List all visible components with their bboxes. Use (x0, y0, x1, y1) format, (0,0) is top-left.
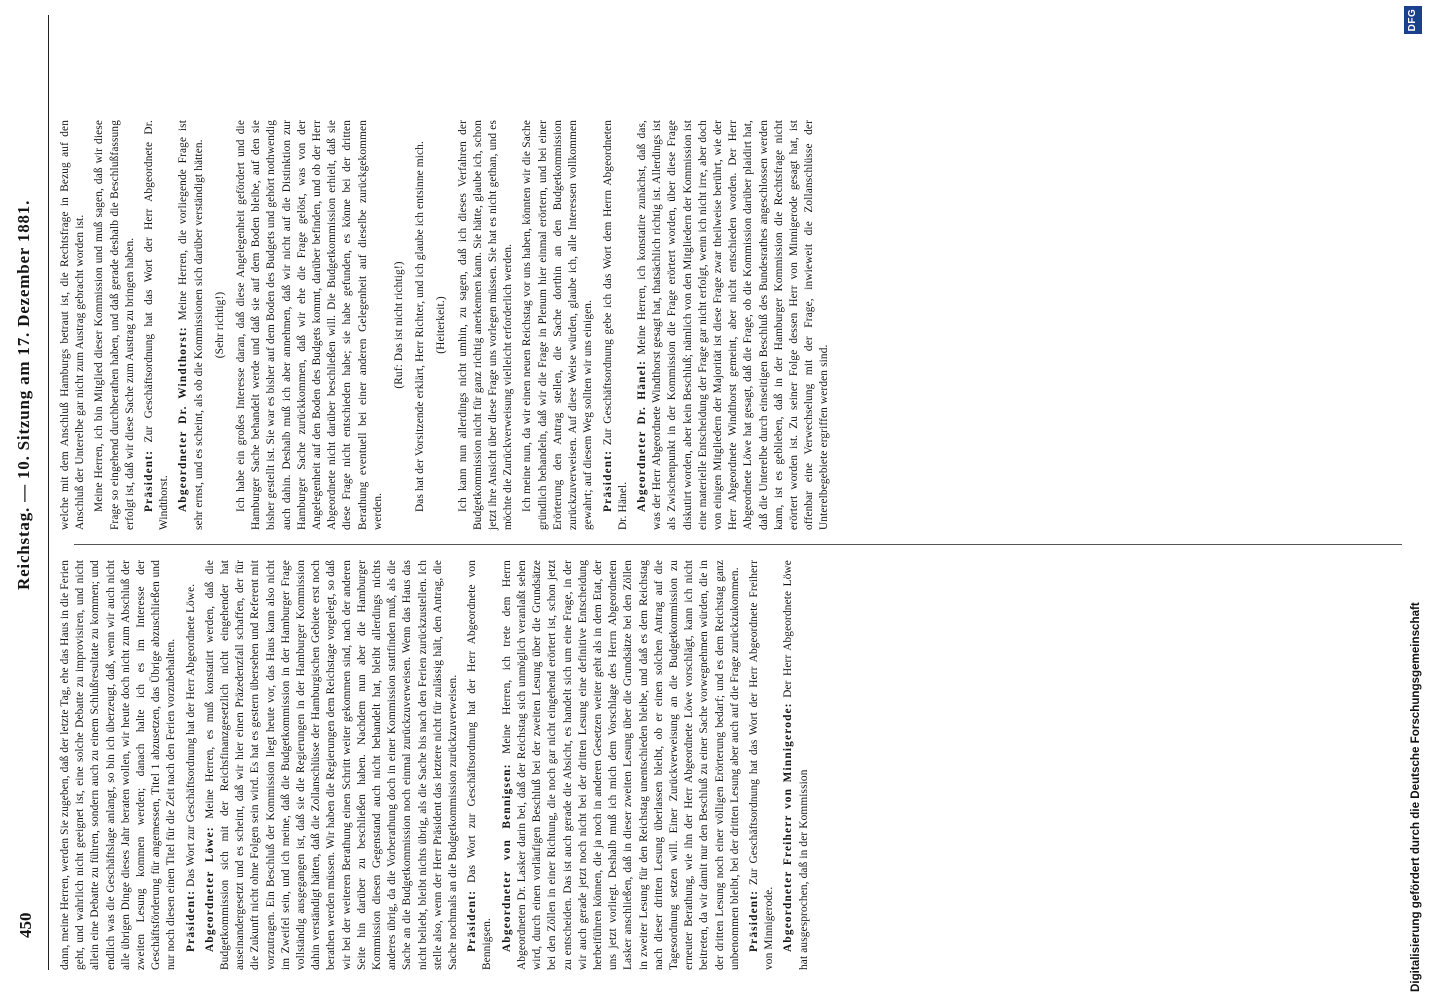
paragraph-text: Das hat der Vorsitzende erklärt, Herr Richter, und ich glaube ich entsinne mich. (414, 141, 427, 512)
paragraph (92, 120, 138, 530)
speaker-name: Präsident: (747, 889, 760, 952)
paragraph-text: Das Wort zur Geschäftsordnung hat der Herr Abgeordnete von Bennigsen. (466, 560, 494, 970)
right-column (58, 120, 837, 530)
paragraph (601, 120, 631, 530)
page-number: 450 (16, 912, 35, 938)
paragraph (413, 120, 428, 530)
speaker-name: Präsident: (601, 449, 614, 512)
speaker-name: Abgeordneter Dr. Hänel: (635, 359, 648, 512)
paragraph (520, 120, 596, 530)
paragraph-text: Meine Herren, ich bin Mitglied dieser Kommission und muß sagen, daß wir diese Frage so eingehend durchberathen haben, und daß gerade deshalb die Beschlußfassung erfolgt ist, daß wir diese Sache zum Austrag zu bringen haben. (93, 120, 136, 530)
paragraph-text: Zur Geschäftsordnung hat das Wort der Herr Abgeordnete Freiherr von Minnigerode. (747, 560, 776, 970)
paragraph-text: dann, meine Herren, werden Sie zugeben, daß der letzte Tag, ehe das Haus in die Ferien geht, und wahrlich nicht geeignet ist, eine solche Debatte zu improvisiren, und nicht allein eine Debatte zu führen, sondern auch zu einem Schlußresultate zu kommen; und endlich was die Geschäftslage anlangt, so bin ich überzeugt, daß, wenn wir auch nicht alle übrigen Dinge dieses Jahr beraten wollen, wir heute doch nicht zum Abschluß der zweiten Lesung kommen werden; danach halte ich es im Interesse der Geschäftsförderung für angemessen, Titel 1 abzusetzen, das Übrige abzuschließen und nur noch diesen einen Titel für die Zeit nach den Ferien vorzubehalten. (59, 560, 178, 970)
speaker-name: Präsident: (184, 889, 197, 952)
paragraph-text: Das Wort zur Geschäftsordnung hat der Herr Abgeordnete Löwe. (184, 583, 197, 890)
paragraph-text: Der Herr Abgeordnete Löwe hat ausgesprochen, daß in der Kommission (782, 560, 810, 970)
digitization-credit: Digitalisierung gefördert durch die Deutsche Forschungsgemeinschaft (1409, 602, 1422, 992)
speaker-name: Präsident: (466, 889, 479, 952)
paragraph (500, 560, 743, 970)
interjection (434, 120, 449, 530)
paragraph (176, 120, 206, 530)
paragraph-text: Meine Herren, ich konstatire zunächst, daß das, was der Herr Abgeordnete Windthorst gesagt hat, thatsächlich richtig ist. Allerdings ist als Zwischenpunkt in der Kommission die Frage erörtert worden, über diese Frage diskutirt worden, aber kein Beschluß; nämlich von den Mitgliedern der Kommission ist eine materielle Entscheidung der Frage gar nicht erfolgt, wenn ich nicht irre, aber doch von einigen Mitgliedern der Majorität ist diese Frage zwar theilweise berührt, wie der Herr Abgeordnete Windthorst gemeint, aber nicht entschieden worden. Der Herr Abgeordnete Löwe hat gesagt, daß die Frage, ob die Kommission darüber plaidirt hat, daß die Unterelbe durch einseitigen Beschluß des Bundesrathes angeschlossen werden kann, ist es geblieben, daß in der Hamburger Kommission die Rechtsfrage nicht erörtert worden ist. Zu seiner Folge dessen Herr von Minnigerode gesagt hat, ist offenbar eine Verwechselung mit der Frage, inwieweit die Zollanschlüsse der Unterelbegebiete ergriffen werden sind. (635, 119, 831, 530)
dfg-logo: DFG (1404, 6, 1422, 34)
paragraph-text: Ich kann nun allerdings nicht umhin, zu sagen, daß ich dieses Verfahren der Budgetkommission nicht für ganz richtig anerkennen kann. Sie hätte, glaube ich, schon jetzt ihre Ansicht über diese Frage uns vorlegen müssen. Sie hat es nicht gethan, und es möchte die Zurückverweisung vielleicht erforderlich werden. (456, 120, 515, 530)
paragraph (747, 560, 777, 970)
paragraph-text: (Heiterkeit.) (435, 296, 448, 354)
paragraph-text: Ich meine nun, da wir einen neuen Reichstag vor uns haben, könnten wir die Sache gründlich behandeln, daß wir die Frage in Plenum hier einmal erörtern, und bei einer Erörterung den Antrag stellen, die Sache dorthin an den Budgetkommission zurückzuverweisen. Auf diese Weise würden, glaube ich, alle Interessen vollkommen gewahrt; auf diesem Weg sollten wir uns einigen. (521, 120, 595, 530)
paragraph (58, 120, 88, 530)
page-header (10, 15, 49, 970)
paragraph-text: Ich habe ein großes Interesse daran, daß diese Angelegenheit gefördert und die Hamburger Sache behandelt werde und daß sie auf dem Boden bleibe, auf den sie bisher gestellt ist. Sie war es bisher auf dem Boden des Budgets und gehört nothwendig auch dahin. Deshalb muß ich aber annehmen, daß wir nicht auf die Distinktion zur Hamburger Sache zurückkommen, daß wir ehe die Frage gelöst, was von der Angelegenheit auf den Boden des Budgets kommt, darüber befinden, und ob der Herr Abgeordnete nicht darüber beschließen will. Die Budgetkommission erhielt, daß sie diese Frage nicht entschieden habe; sie habe gefunden, es könne bei der dritten Berathung eventuell bei einer anderen Gelegenheit auf dieselbe zurückgekommen werden. (235, 120, 384, 530)
interjection (213, 120, 228, 530)
paragraph (635, 120, 833, 530)
paragraph (781, 560, 811, 970)
paragraph-text: (Sehr richtig!) (213, 291, 226, 359)
speaker-name: Abgeordneter von Bennigsen: (500, 763, 513, 952)
paragraph (234, 120, 386, 530)
paragraph (203, 560, 461, 970)
paragraph-text: Meine Herren, es muß konstatirt werden, daß die Budgetkommission sich mit der Reichsfinanzgesetzlich nicht eingehender hat auseinandergesetzt und es scheint, daß wir hier einen Präzedenzfall schaffen, der für die Zukunft nicht ohne Folgen sein wird. Es hat es gestern übersehen und Referent mit vorzutragen. Ein Beschluß der Kommission liegt heute vor, das Haus kann also nicht im Zweifel sein, und ich meine, daß die Budgetkommission in der Hamburger Frage vollständig ausgegangen ist, daß sie die Regierungen in der Hamburger Kommission dahin verständigt hätten, daß die Zollanschlüsse der Hamburgischen Gebiete erst noch berathen werden müssen. Wir haben die Regierungen dem Reichstage vorgelegt, so daß wir bei der weiteren Berathung einen Schritt weiter gekommen sind, nach der anderen Seite hin darüber zu beschließen haben. Nachdem nun aber die Hamburger Kommission diesen Gegenstand auch nicht behandelt hat, bleibt allerdings nichts anderes übrig, da die Vorberathung doch in einer Kommission stattfinden muß, als die Sache an die Budgetkommission noch einmal zurückzuverweisen. Wenn das Haus das nicht beliebt, bleibt nichts übrig, als die Sache bis nach den Ferien zurückzustellen. Ich stelle also, wenn der Herr Präsident das letztere nicht für zulässig hält, den Antrag, die Sache nochmals an die Budgetkommission zurückzuverweisen. (203, 560, 460, 970)
speaker-name: Abgeordneter Löwe: (203, 826, 216, 952)
running-head: Reichstag. — 10. Sitzung am 17. Dezember 1881. (14, 199, 33, 590)
paragraph-text: Meine Herren, ich trete dem Herrn Abgeordneten Dr. Lasker darin bei, daß der Reichstag sich unmöglich veranlaßt sehen wird, durch einen vorläufigen Beschluß bei der zweiten Lesung über die Grundsätze bei den Zöllen in einer Richtung, die noch gar nicht eingehend erörtert ist, schon jetzt zu entscheiden. Das ist auch gerade die Absicht, es handelt sich um eine Frage, in der wir auch gerade jetzt noch nicht bei der dritten Lesung eine definitive Entscheidung herbeiführen können, die ja noch in anderen Gesetzen weiter geht als in dem Etat, der uns jetzt vorliegt. Deshalb muß ich mich dem Vorschlage des Herrn Abgeordneten Lasker anschließen, daß in dieser zweiten Lesung über die Grundsätze bei den Zöllen in zweiter Lesung für den Reichstag unentschieden bleibe, und daß es dem Reichstag nach dieser dritten Lesung überlassen bleibt, ob er einen solchen Antrag auf die Tagesordnung setzen will. Einer Zurückverweisung an die Budgetkommission zu erneuter Berathung, wie ihn der Herr Abgeordnete Löwe vorschlägt, kann ich nicht beitreten, da wir damit nur den Beschluß zu einer Sache vorwegnehmen würden, die in der dritten Lesung noch einer völligen Erörterung bedarf; und es dem Reichstag ganz unbenommen bleibt, bei der dritten Lesung aber auch auf die Frage zurückzukommen. (500, 560, 741, 970)
paragraph (456, 120, 517, 530)
paragraph-text: Meine Herren, die vorliegende Frage ist sehr ernst, und es scheint, als ob die Kommissionen sich darüber verständigt hätten. (177, 120, 205, 530)
interjection (392, 120, 407, 530)
paragraph-text: (Ruf: Das ist nicht richtig!) (393, 261, 406, 389)
speaker-name: Abgeordneter Freiherr von Minnigerode: (782, 702, 795, 952)
paragraph (184, 560, 199, 970)
left-column (58, 560, 816, 970)
paragraph (58, 560, 180, 970)
paragraph-text: welche mit dem Anschluß Hamburgs betraut ist, die Rechtsfrage in Bezug auf den Anschluß der Unterelbe gar nicht zum Austrag gebracht worden ist. (59, 120, 87, 530)
paragraph-text: Zur Geschäftsordnung gebe ich das Wort dem Herrn Abgeordneten Dr. Hänel. (601, 120, 629, 530)
column-divider (74, 544, 1404, 545)
paragraph-text: Zur Geschäftsordnung hat das Wort der Herr Abgeordnete Dr. Windthorst. (143, 120, 171, 530)
speaker-name: Abgeordneter Dr. Windthorst: (177, 326, 190, 512)
paragraph (465, 560, 495, 970)
speaker-name: Präsident: (143, 449, 156, 512)
paragraph (142, 120, 172, 530)
